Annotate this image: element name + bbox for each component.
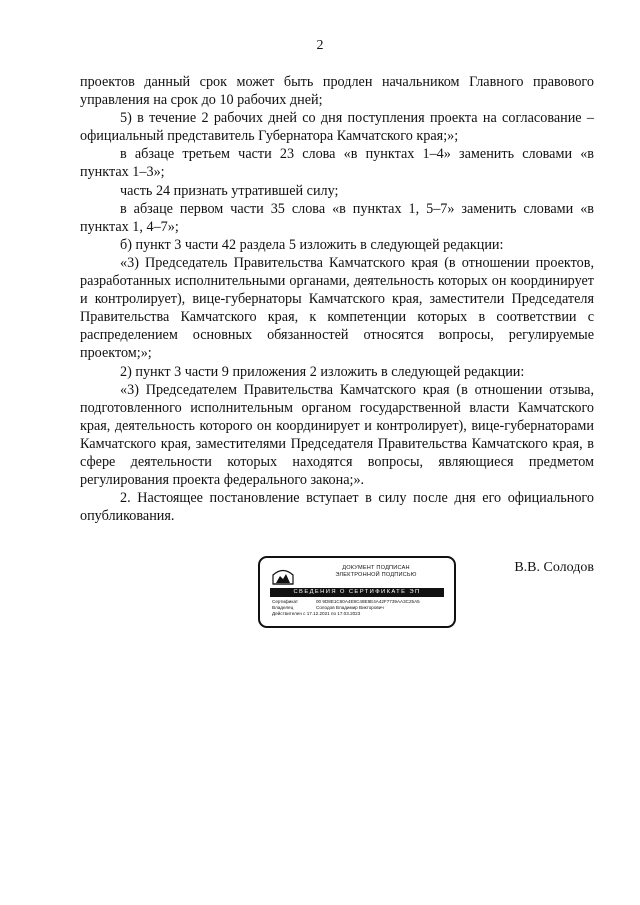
coat-of-arms-icon [270, 566, 296, 586]
electronic-signature-stamp [258, 556, 456, 628]
paragraph: 2. Настоящее постановление вступает в силу после дня его официального опубликования. [80, 490, 594, 525]
paragraph: часть 24 признать утратившей силу; [120, 182, 339, 199]
document-body [80, 73, 594, 525]
paragraph: б) пункт 3 части 42 раздела 5 изложить в следующей редакции: [120, 236, 504, 253]
paragraph: в абзаце первом части 35 слова «в пунктах 1, 5–7» заменить словами «в пунктах 1, 4–7»; [80, 200, 594, 235]
stamp-row-value: Солодов Владимир Викторович [316, 605, 384, 611]
paragraph: 2) пункт 3 части 9 приложения 2 изложить в следующей редакции: [120, 363, 525, 380]
stamp-row-validity [272, 611, 448, 617]
paragraph: проектов данный срок может быть продлен начальником Главного правового управления на срок до 10 рабочих дней; [80, 74, 594, 109]
stamp-header-line: ДОКУМЕНТ ПОДПИСАН [342, 565, 410, 571]
stamp-row-value: 00 9D8E1C60A4E9C48E8E4A42F7739AA3C25A5 [316, 599, 420, 604]
paragraph: 5) в течение 2 рабочих дней со дня поступления проекта на согласование – официальный представитель Губернатора Камчатского края;»; [80, 110, 594, 145]
stamp-row-key: Действителен с 17.12.2021 по 17.03.2023 [272, 611, 361, 617]
stamp-certificate-bar: СВЕДЕНИЯ О СЕРТИФИКАТЕ ЭП [270, 588, 444, 597]
paragraph: «3) Председателем Правительства Камчатского края (в отношении отзыва, подготовленного исполнительным органом государственной власти Камчатского края, деятельность которого он координирует и контролирует), вице-губернаторами Камчатского края, заместителями Председателя Правительства Камчатского края, в сфере деятельности которых находятся вопросы, являющиеся предметом регулирования проекта федерального закона;». [80, 381, 594, 489]
paragraph: в абзаце третьем части 23 слова «в пунктах 1–4» заменить словами «в пунктах 1–3»; [80, 146, 594, 181]
stamp-row-key: Владелец [272, 605, 294, 611]
stamp-header [304, 565, 448, 579]
signatory-name: В.В. Солодов [514, 560, 594, 575]
stamp-certificate-details [272, 599, 448, 618]
stamp-row-key: Сертификат [272, 599, 299, 604]
stamp-header-line: ЭЛЕКТРОННОЙ ПОДПИСЬЮ [335, 572, 417, 578]
page-number: 2 [316, 38, 324, 53]
paragraph: «3) Председатель Правительства Камчатского края (в отношении проектов, разработанных исполнительными органами, деятельность которых он координирует и контролирует), вице-губернаторы Камчатского края, заместители Председателя Правительства Камчатского края, к компетенции которых в соответствии с распределением основных обязанностей относятся вопросы, регулируемые проектом;»; [80, 254, 594, 362]
